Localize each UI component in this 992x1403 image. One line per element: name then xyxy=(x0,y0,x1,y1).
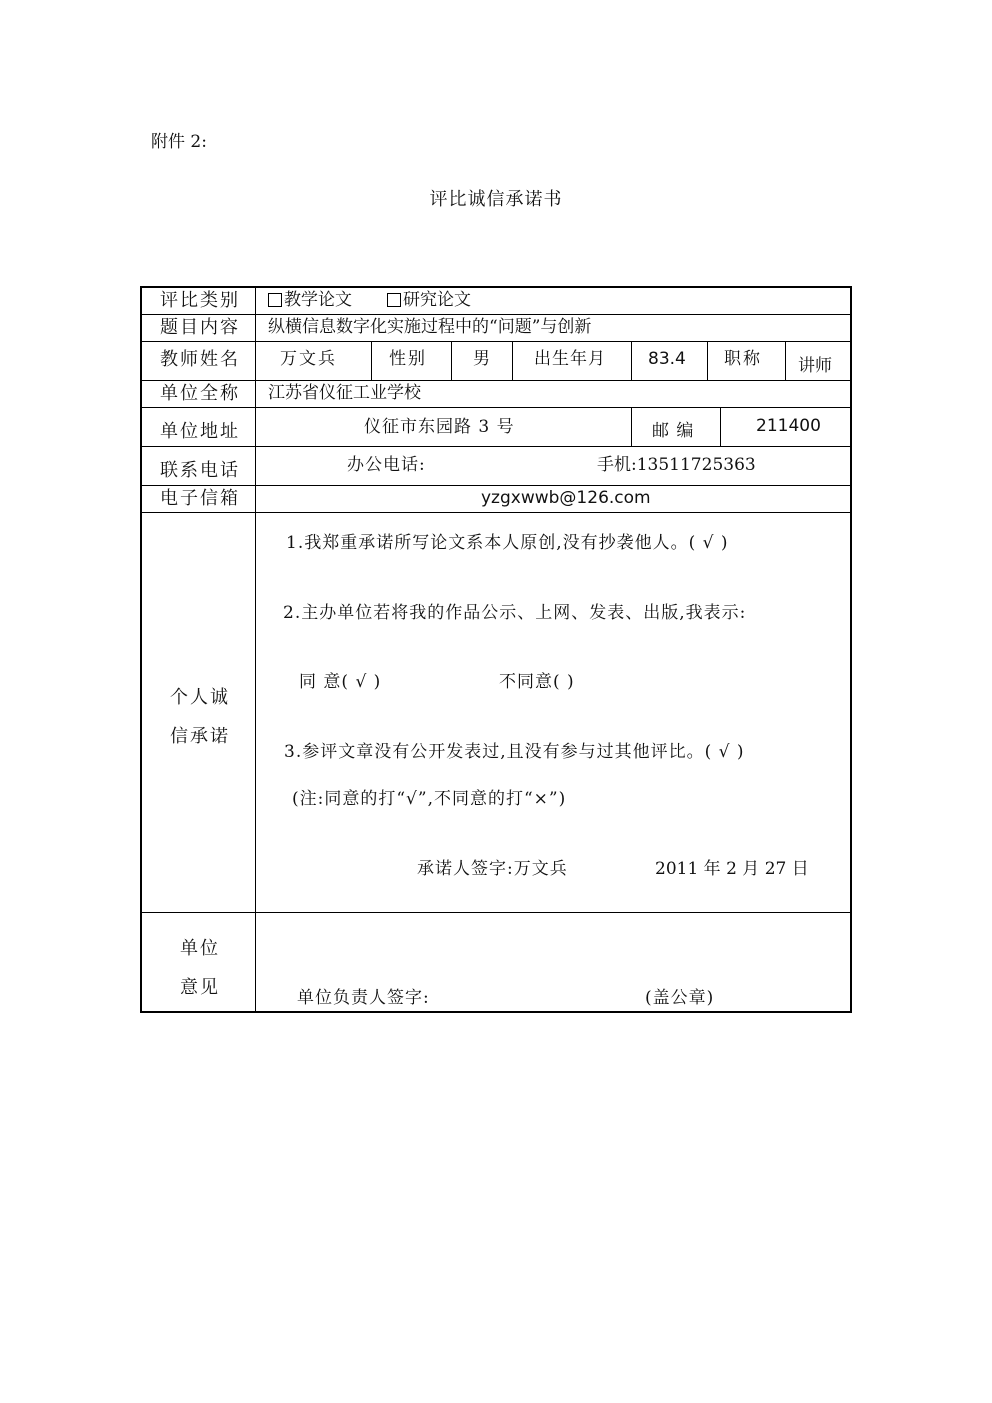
col-divider xyxy=(371,341,372,380)
topic-value: 纵横信息数字化实施过程中的“问题”与创新 xyxy=(268,317,592,337)
title-value: 讲师 xyxy=(798,356,832,376)
row-divider xyxy=(142,446,850,447)
pledge-item-1: 1.我郑重承诺所写论文系本人原创,没有抄袭他人。( √ ) xyxy=(286,533,729,553)
annex-label: 附件 2: xyxy=(151,132,207,152)
col-divider xyxy=(451,341,452,380)
email-label: 电子信箱 xyxy=(160,488,240,509)
agree-option: 同 意( √ ) xyxy=(299,672,382,692)
unit-value: 江苏省仪征工业学校 xyxy=(268,383,421,403)
address-label: 单位地址 xyxy=(160,421,240,442)
category-option-teaching[interactable] xyxy=(268,292,352,309)
document-title: 评比诚信承诺书 xyxy=(429,189,563,210)
row-divider xyxy=(142,912,850,913)
topic-label: 题目内容 xyxy=(160,317,240,338)
teacher-name: 万文兵 xyxy=(280,349,337,369)
gender-value: 男 xyxy=(473,349,490,369)
pledge-signature: 承诺人签字:万文兵 xyxy=(417,859,568,879)
row-divider xyxy=(142,512,850,513)
office-phone: 办公电话: xyxy=(347,455,426,475)
birth-value: 83.4 xyxy=(648,349,686,369)
col-divider xyxy=(512,341,513,380)
birth-label: 出生年月 xyxy=(534,349,606,369)
option-label: 研究论文 xyxy=(403,290,471,310)
row-divider xyxy=(142,341,850,342)
row-divider xyxy=(142,485,850,486)
row-divider xyxy=(142,380,850,381)
label-column-divider xyxy=(255,288,256,1011)
row-divider xyxy=(142,407,850,408)
email-value: yzgxwwb@126.com xyxy=(481,488,651,508)
title-label: 职称 xyxy=(724,349,762,369)
pledge-item-3: 3.参评文章没有公开发表过,且没有参与过其他评比。( √ ) xyxy=(284,742,745,762)
pledge-note: (注:同意的打“√”,不同意的打“×”) xyxy=(292,789,567,809)
postcode-label: 邮 编 xyxy=(652,421,695,441)
opinion-label-line1: 单位 xyxy=(180,938,220,959)
pledge-label-line1: 个人诚 xyxy=(170,687,230,708)
checkbox-icon[interactable] xyxy=(387,293,401,307)
pledge-date: 2011 年 2 月 27 日 xyxy=(655,859,809,879)
disagree-option: 不同意( ) xyxy=(499,672,575,692)
unit-label: 单位全称 xyxy=(160,383,240,404)
pledge-item-2: 2.主办单位若将我的作品公示、上网、发表、出版,我表示: xyxy=(283,603,747,623)
mobile-phone: 手机:13511725363 xyxy=(597,455,756,475)
category-option-research[interactable] xyxy=(387,292,471,309)
pledge-label-line2: 信承诺 xyxy=(170,726,230,747)
teacher-name-label: 教师姓名 xyxy=(160,349,240,370)
col-divider xyxy=(631,407,632,446)
category-label: 评比类别 xyxy=(160,290,240,311)
col-divider xyxy=(720,407,721,446)
col-divider xyxy=(707,341,708,380)
unit-head-signature: 单位负责人签字: xyxy=(297,988,430,1008)
address-value: 仪征市东园路 3 号 xyxy=(364,417,515,437)
row-divider xyxy=(142,314,850,315)
phone-label: 联系电话 xyxy=(160,460,240,481)
opinion-label-line2: 意见 xyxy=(180,977,220,998)
col-divider xyxy=(785,341,786,380)
option-label: 教学论文 xyxy=(284,290,352,310)
col-divider xyxy=(631,341,632,380)
pledge-form-table xyxy=(140,286,852,1013)
gender-label: 性别 xyxy=(389,349,427,369)
checkbox-icon[interactable] xyxy=(268,293,282,307)
postcode-value: 211400 xyxy=(756,416,821,436)
official-seal-label: (盖公章) xyxy=(645,988,715,1008)
